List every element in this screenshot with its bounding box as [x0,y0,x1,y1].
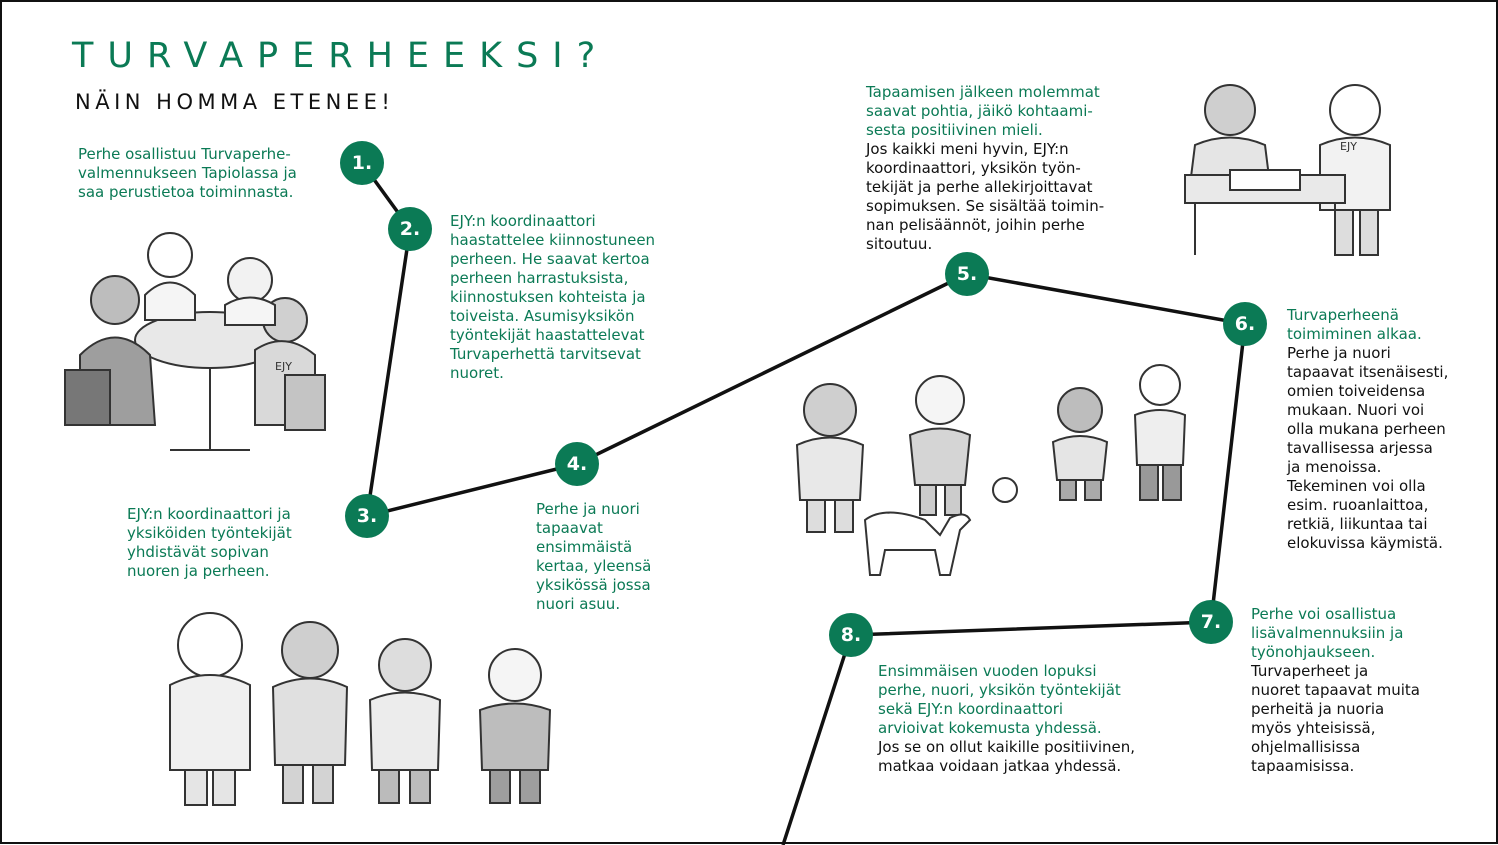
step-1-marker: 1. [340,141,384,185]
step-8-marker: 8. [829,613,873,657]
group-illustration [155,605,585,810]
step-3-heading: EJY:n koordinaattori ja yksiköiden työntekijät yhdistävät sopivan nuoren ja perheen. [127,505,292,580]
signing-shirt-label: EJY [1340,140,1357,153]
step-5-heading: Tapaamisen jälkeen molemmat saavat pohtia, jäikö kohtaami- sesta positiivinen mieli. [866,83,1100,139]
step-7-body: Turvaperheet ja nuoret tapaavat muita perheitä ja nuoria myös yhteisissä, ohjelmallisissa tapaamisissa. [1251,662,1420,775]
meeting-shirt-label: EJY [275,360,292,373]
step-6-heading: Turvaperheenä toimiminen alkaa. [1287,306,1422,343]
step-3-marker: 3. [345,494,389,538]
meeting-illustration [60,225,330,460]
step-7-heading: Perhe voi osallistua lisävalmennuksiin ja työnohjaukseen. [1251,605,1404,661]
poster-subtitle: NÄIN HOMMA ETENEE! [75,90,395,114]
step-4-heading: Perhe ja nuori tapaavat ensimmäistä kertaa, yleensä yksikössä jossa nuori asuu. [536,500,652,613]
step-6-body: Perhe ja nuori tapaavat itsenäisesti, omien toiveidensa mukaan. Nuori voi olla mukana perheen tavallisessa arjessa ja menoissa. Tekeminen voi olla esim. ruoanlaittoa, retkiä, liikuntaa tai elokuvissa käymistä. [1287,344,1449,552]
step-5-marker: 5. [945,252,989,296]
step-2-heading: EJY:n koordinaattori haastattelee kiinnostuneen perheen. He saavat kertoa perheen harrastuksista, kiinnostuksen kohteista ja toiveista. Asumisyksikön työntekijät haastattelevat Turvaperhettä tarvitsevat nuoret. [450,212,656,382]
step-1-heading: Perhe osallistuu Turvaperhe- valmennukseen Tapiolassa ja saa perustietoa toiminnasta. [78,145,297,201]
step-2-marker: 2. [388,207,432,251]
step-7-marker: 7. [1189,600,1233,644]
step-5-body: Jos kaikki meni hyvin, EJY:n koordinaattori, yksikön työn- tekijät ja perhe allekirjoittavat sopimuksen. Se sisältää toimin- nan pelisäännöt, joihin perhe sitoutuu. [866,140,1105,253]
poster-title: TURVAPERHEEKSI? [72,36,610,76]
step-4-marker: 4. [555,442,599,486]
step-8-heading: Ensimmäisen vuoden lopuksi perhe, nuori, yksikön työntekijät sekä EJY:n koordinaattori arvioivat kokemusta yhdessä. [878,662,1121,737]
football-illustration [775,350,1205,585]
step-6-marker: 6. [1223,302,1267,346]
signing-illustration [1170,75,1410,265]
step-8-body: Jos se on ollut kaikille positiivinen, matkaa voidaan jatkaa yhdessä. [878,738,1136,775]
